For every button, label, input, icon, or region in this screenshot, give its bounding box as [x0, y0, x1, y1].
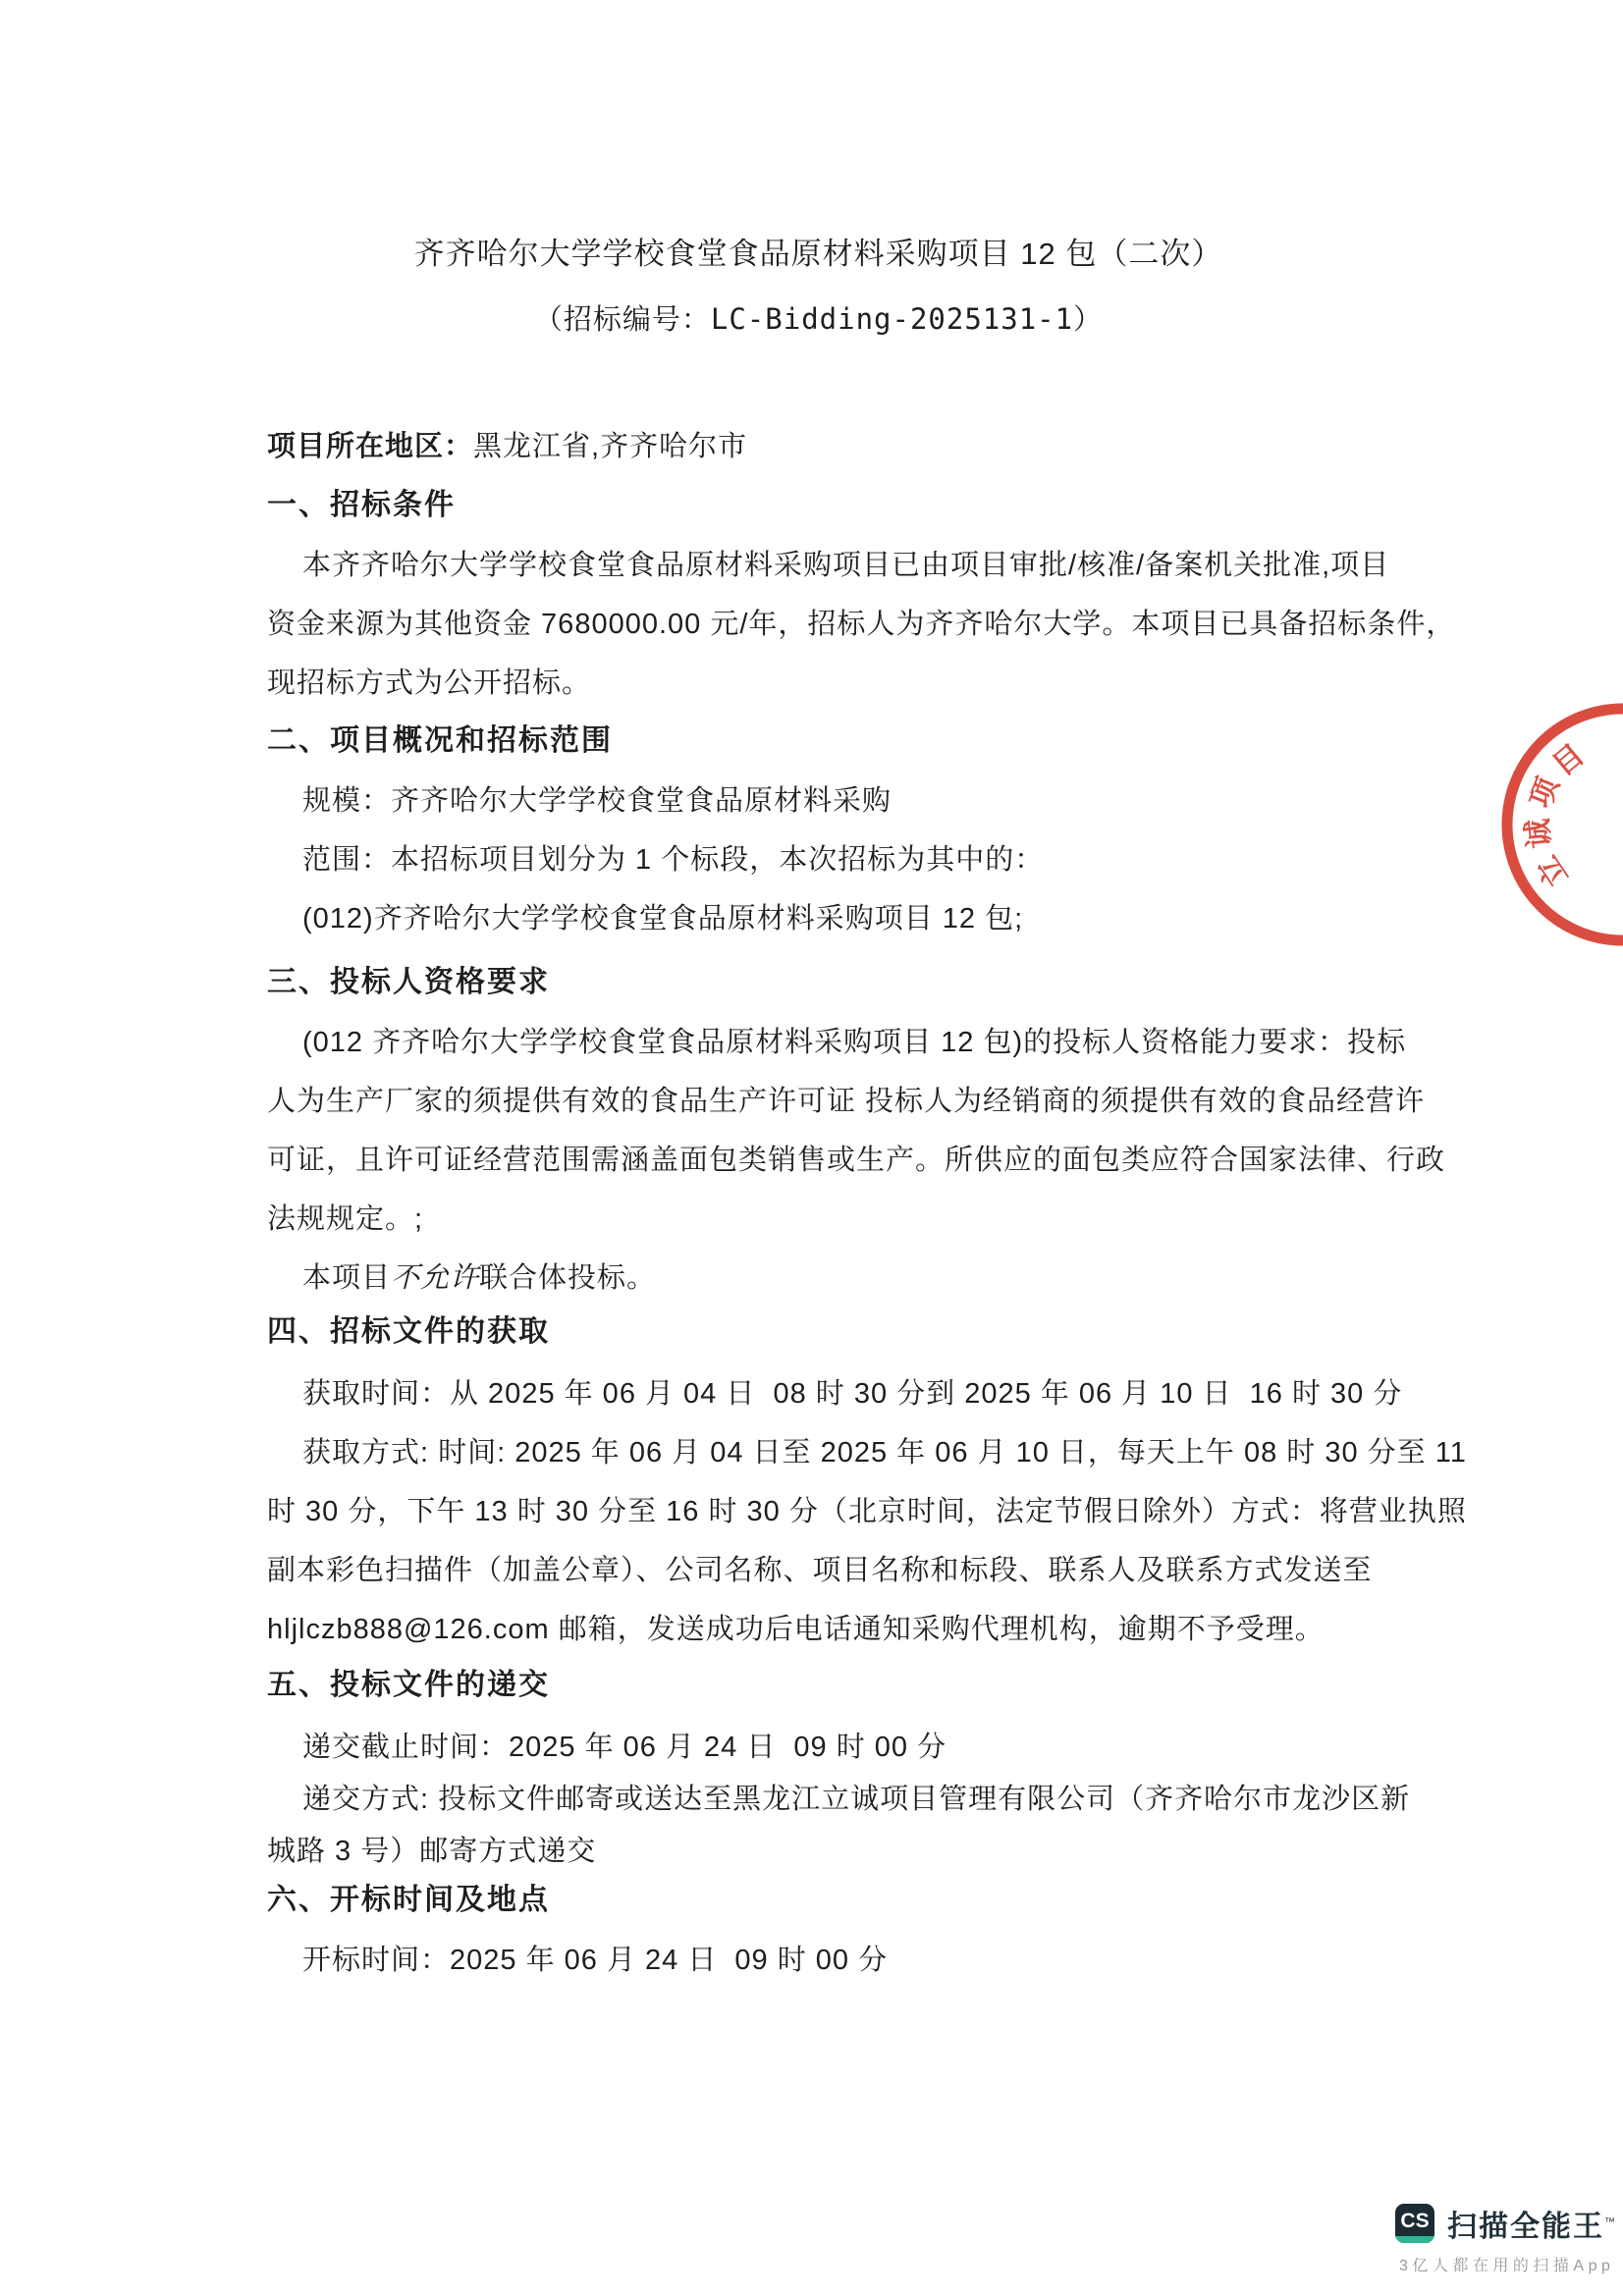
seal-char: 项	[1524, 773, 1566, 813]
project-location-line	[267, 424, 1370, 469]
camscanner-logo-icon	[1395, 2204, 1434, 2243]
joint-bid-prefix: 本项目	[302, 1262, 392, 1294]
body-line: 可证，且许可证经营范围需涵盖面包类销售或生产。所供应的面包类应符合国家法律、行政	[267, 1145, 1446, 1176]
app-name-text: 扫描全能王	[1447, 2211, 1604, 2243]
seal-char: 目	[1546, 738, 1591, 782]
body-line: hljlczb888@126.com 邮箱，发送成功后电话通知采购代理机构，逾期不予受理。	[267, 1614, 1325, 1645]
body-line: (012 齐齐哈尔大学学校食堂食品原材料采购项目 12 包)的投标人资格能力要求：投标	[302, 1027, 1407, 1058]
body-line: 时 30 分，下午 13 时 30 分至 16 时 30 分（北京时间，法定节假日除外）方式：将营业执照	[267, 1496, 1467, 1527]
joint-bid-emphasis: 不允许	[391, 1262, 480, 1294]
body-line: 现招标方式为公开招标。	[267, 667, 592, 699]
section-heading-2: 二、项目概况和招标范围	[267, 724, 613, 757]
trademark-symbol: ™	[1604, 2216, 1617, 2228]
section-body-6	[267, 1931, 1370, 1990]
camscanner-logo-row	[1395, 2202, 1617, 2245]
body-line: 规模：齐齐哈尔大学学校食堂食品原材料采购	[302, 785, 893, 817]
joint-bid-line	[267, 1249, 1370, 1308]
location-label: 项目所在地区：	[267, 431, 474, 462]
camscanner-app-name	[1447, 2202, 1617, 2245]
cs-monogram: CS	[1400, 2209, 1430, 2232]
seal-char: 诚	[1521, 817, 1557, 850]
body-line: 递交截止时间：2025 年 06 月 24 日 09 时 00 分	[302, 1732, 947, 1763]
camscanner-tagline: 3亿人都在用的扫描App	[1399, 2258, 1615, 2274]
logo-green-bar	[1395, 2236, 1434, 2243]
body-line: 开标时间：2025 年 06 月 24 日 09 时 00 分	[302, 1945, 889, 1976]
section-heading-3: 三、投标人资格要求	[267, 966, 550, 998]
body-line: 城路 3 号）邮寄方式递交	[267, 1836, 597, 1867]
joint-bid-suffix: 联合体投标。	[479, 1262, 657, 1294]
body-line: 获取时间：从 2025 年 06 月 04 日 08 时 30 分到 2025 年 06 月 10 日 16 时 30 分	[302, 1378, 1403, 1410]
body-line: (012)齐齐哈尔大学学校食堂食品原材料采购项目 12 包;	[302, 903, 1024, 934]
section-heading-5: 五、投标文件的递交	[267, 1669, 550, 1701]
body-line: 本齐齐哈尔大学学校食堂食品原材料采购项目已由项目审批/核准/备案机关批准,项目	[302, 550, 1390, 581]
location-value: 黑龙江省,齐齐哈尔市	[473, 431, 748, 462]
body-line: 法规规定。;	[267, 1203, 424, 1235]
section-heading-1: 一、招标条件	[267, 489, 456, 521]
section-body-1	[267, 536, 1456, 713]
section-heading-4: 四、招标文件的获取	[267, 1315, 550, 1348]
body-line: 副本彩色扫描件（加盖公章）、公司名称、项目名称和标段、联系人及联系方式发送至	[267, 1555, 1373, 1586]
bid-number: （招标编号：LC-Bidding-2025131-1）	[533, 302, 1104, 336]
camscanner-watermark	[1395, 2202, 1617, 2275]
section-body-5	[267, 1722, 1411, 1878]
section-body-4	[267, 1364, 1467, 1659]
document-content	[267, 234, 1467, 1990]
seal-char: 立	[1531, 849, 1575, 892]
section-body-3	[267, 1013, 1446, 1308]
document-title: 齐齐哈尔大学学校食堂食品原材料采购项目 12 包（二次）	[413, 237, 1223, 271]
seal-arc	[1490, 687, 1623, 972]
section-heading-6: 六、开标时间及地点	[267, 1884, 550, 1916]
body-line: 范围：本招标项目划分为 1 个标段，本次招标为其中的：	[302, 844, 1045, 876]
red-seal-stamp	[1490, 687, 1623, 972]
body-line: 人为生产厂家的须提供有效的食品生产许可证 投标人为经销商的须提供有效的食品经营许	[267, 1086, 1426, 1117]
body-line: 递交方式: 投标文件邮寄或送达至黑龙江立诚项目管理有限公司（齐齐哈尔市龙沙区新	[302, 1784, 1411, 1815]
body-line: 资金来源为其他资金 7680000.00 元/年，招标人为齐齐哈尔大学。本项目已具备招标条件，	[267, 609, 1456, 640]
body-line: 获取方式: 时间: 2025 年 06 月 04 日至 2025 年 06 月 10 日，每天上午 08 时 30 分至 11	[302, 1437, 1467, 1468]
section-body-2	[267, 772, 1370, 948]
